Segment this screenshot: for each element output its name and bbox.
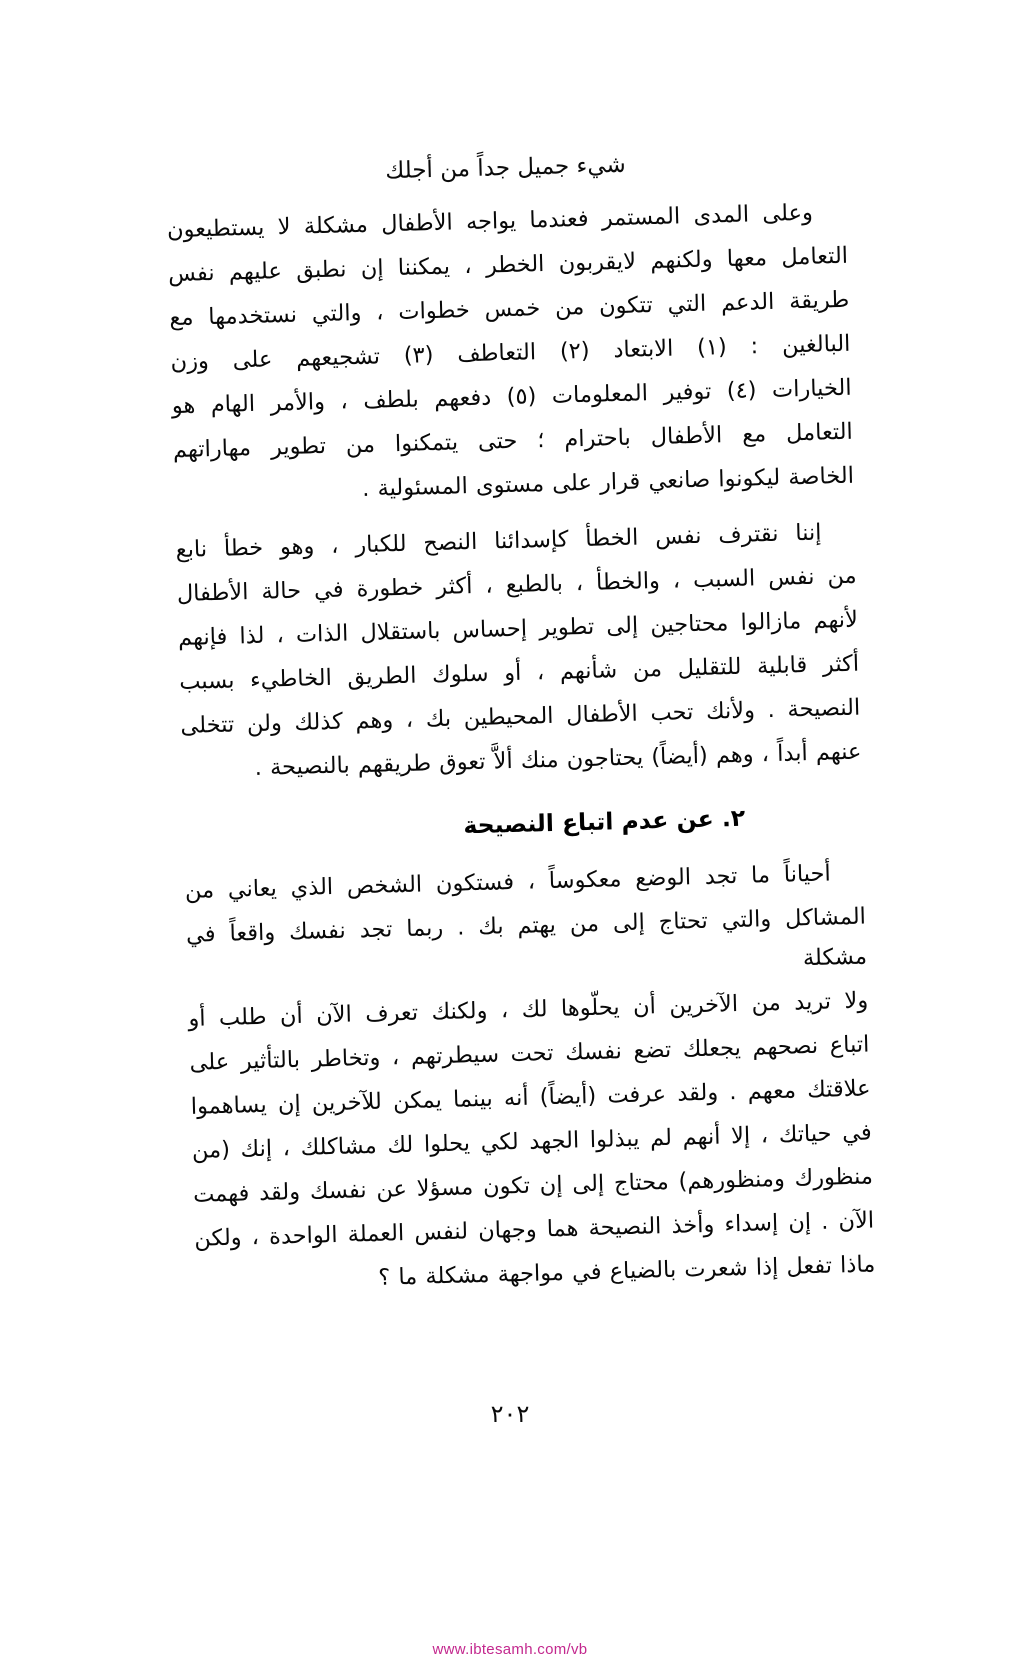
- paragraph-3-line-2-row: [186, 897, 868, 995]
- paragraph-2-line-6: عنهم أبداً ، وهم (أيضاً) يحتاجون منك ألاَّ تعوق طريقهم بالنصيحة .: [254, 738, 862, 781]
- paragraph-2-line-1: إننا نقترف نفس الخطأ كإسدائنا النصح للكبار ، وهو خطأ نابع: [175, 519, 822, 563]
- section-heading: ٢. عن عدم اتباع النصيحة: [463, 803, 746, 840]
- paragraph-1-line-3: طريقة الدعم التي تتكون من خمس خطوات ، والتي نستخدمها مع: [169, 286, 850, 331]
- paragraph-3-line-4: اتباع نصحهم يجعلك تضع نفسك تحت سيطرتهم ، وتخاطر بالتأثير على: [189, 1031, 870, 1076]
- paragraph-indent: [831, 880, 865, 881]
- paragraph-3-line-3: ولا تريد من الآخرين أن يحلّوها لك ، ولكنك تعرف الآن أن طلب أو: [188, 987, 869, 1032]
- paragraph-1-line-4: البالغين : (١) الابتعاد (٢) التعاطف (٣) تشجيعهم على وزن: [170, 330, 851, 375]
- paragraph-2-line-5: النصيحة . ولأنك تحب الأطفال المحيطين بك ، وهم كذلك ولن تتخلى: [180, 694, 861, 739]
- paragraph-indent: [813, 219, 847, 220]
- paragraph-3-line-1: أحياناً ما تجد الوضع معكوساً ، فستكون الشخص الذي يعاني من: [184, 860, 832, 904]
- paragraph-3-line-9: ماذا تفعل إذا شعرت بالضياع في مواجهة مشكلة ما ؟: [377, 1251, 876, 1291]
- paragraph-1-line-6: التعامل مع الأطفال باحترام ؛ حتى يتمكنوا من تطوير مهاراتهم: [172, 418, 854, 463]
- page-number: ٢٠٢: [490, 1400, 530, 1428]
- paragraph-1-line-2: التعامل معها ولكنهم لايقربون الخطر ، يمكننا إن نطبق عليهم نفس: [167, 242, 849, 287]
- page-text-block: [165, 141, 876, 1307]
- paragraph-3-line-7: منظورك ومنظورهم) محتاج إلى إن تكون مسؤلا عن نفسك ولقد فهمت: [192, 1163, 874, 1208]
- footer-watermark: [0, 1641, 1020, 1658]
- paragraph-3-line-8: الآن . إن إسداء وأخذ النصيحة هما وجهان لنفس العملة الواحدة ، ولكن: [193, 1207, 875, 1252]
- paragraph-2-line-3: لأنهم مازالوا محتاجين إلى تطوير إحساس باستقلال الذات ، لذا فإنهم: [177, 606, 859, 651]
- running-title: شيء جميل جداً من أجلك: [384, 151, 627, 185]
- paragraph-3-line-5: علاقتك معهم . ولقد عرفت (أيضاً) أنه بينما يمكن للآخرين إن يساهموا: [190, 1075, 871, 1120]
- paragraph-2-line-2: من نفس السبب ، والخطأ ، بالطبع ، أكثر خطورة في حالة الأطفال: [176, 562, 857, 607]
- paragraph-1-line-1: وعلى المدى المستمر فعندما يواجه الأطفال مشكلة لا يستطيعون: [166, 199, 814, 243]
- paragraph-1-line-7: الخاصة ليكونوا صانعي قرار على مستوى المسئولية .: [361, 462, 855, 502]
- paragraph-2-line-4: أكثر قابلية للتقليل من شأنهم ، أو سلوك الطريق الخاطيء بسبب: [178, 650, 860, 695]
- watermark-url-text: www.ibtesamh.com/vb: [432, 1641, 588, 1658]
- paragraph-1-line-5: الخيارات (٤) توفير المعلومات (٥) دفعهم بلطف ، والأمر الهام هو: [171, 374, 852, 419]
- paragraph-3-line-6: في حياتك ، إلا أنهم لم يبذلوا الجهد لكي يحلوا لك مشاكلك ، إنك (من: [191, 1119, 873, 1164]
- paragraph-indent: [822, 538, 856, 539]
- paragraph-3-line-2: المشاكل والتي تحتاج إلى من يهتم بك . ربما تجد نفسك واقعاً في مشكلة: [185, 903, 868, 972]
